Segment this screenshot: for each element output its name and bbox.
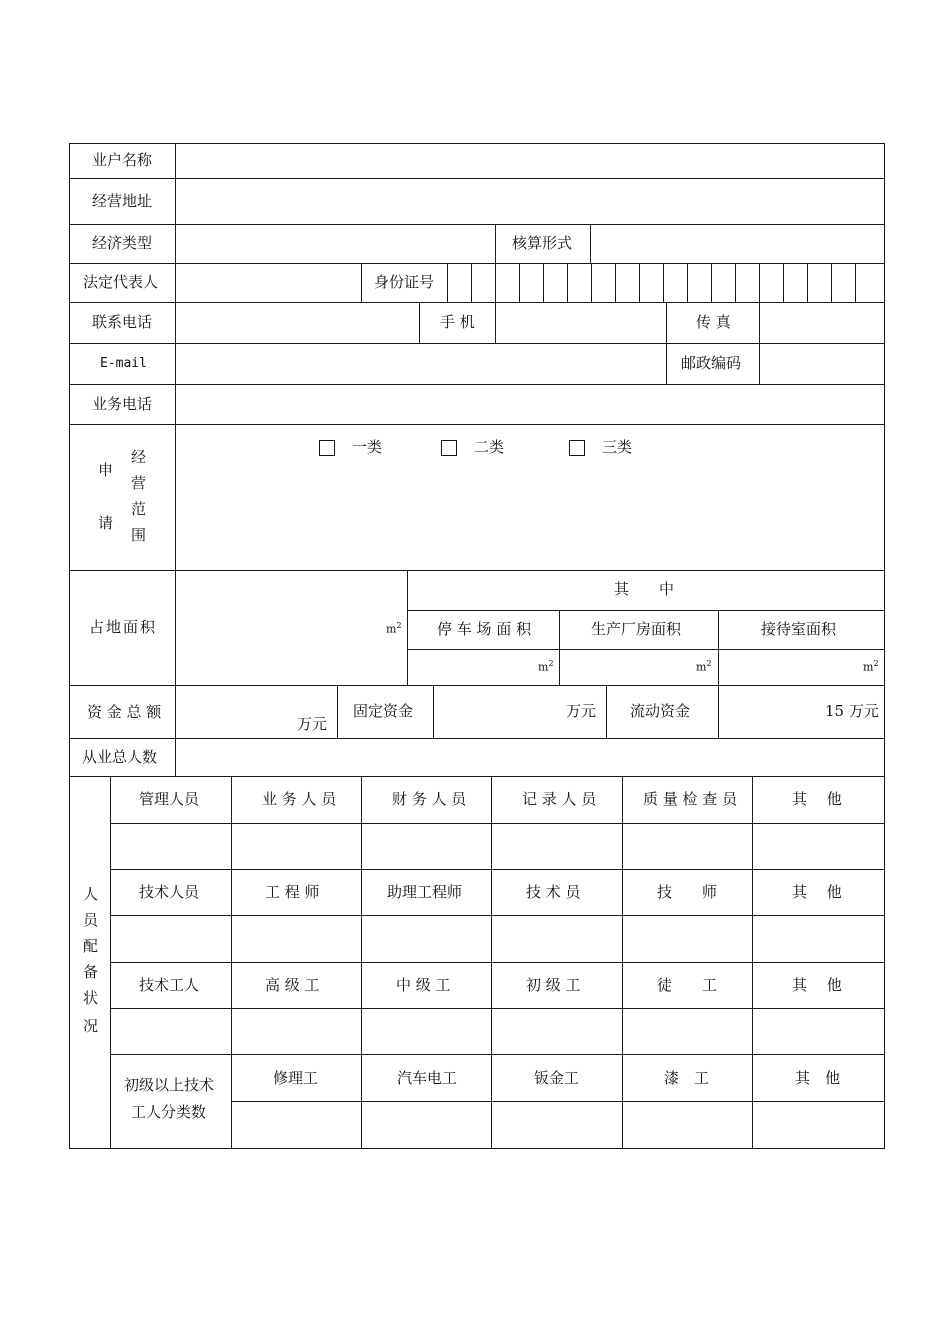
- address-field[interactable]: [175, 178, 885, 225]
- sheet-metal-worker-label: 钣金工: [534, 1069, 580, 1087]
- class-1-checkbox[interactable]: [319, 440, 335, 456]
- repairman-label: 修理工: [273, 1069, 319, 1087]
- staff-count-field[interactable]: [361, 915, 492, 963]
- phone-label: 联系电话: [92, 313, 153, 331]
- business-staff-label: 业 务 人 员: [262, 790, 337, 808]
- staff-count-field[interactable]: [361, 823, 492, 870]
- id-number-boxes[interactable]: [447, 263, 885, 303]
- name-label: 业户名称: [92, 151, 153, 169]
- id-digit-box[interactable]: [735, 263, 760, 303]
- phone-field[interactable]: [175, 302, 420, 344]
- email-field[interactable]: [175, 343, 667, 385]
- id-digit-box[interactable]: [615, 263, 640, 303]
- staff-count-field[interactable]: [622, 1008, 753, 1055]
- workshop-area-unit: $m^2$: [696, 659, 712, 674]
- id-digit-box[interactable]: [783, 263, 808, 303]
- staff-count-field[interactable]: [110, 1008, 232, 1055]
- area-total-field[interactable]: [175, 570, 408, 686]
- scope-char: 围: [131, 526, 147, 544]
- assistant-engineer-label: 助理工程师: [387, 883, 463, 901]
- staff-count-field[interactable]: [110, 823, 232, 870]
- worker-classification-label-line1: 初级以上技术: [124, 1076, 215, 1094]
- class-1-label: 一类: [352, 438, 383, 456]
- staff-count-field[interactable]: [622, 823, 753, 870]
- id-digit-box[interactable]: [591, 263, 616, 303]
- workshop-label: 生产厂房面积: [591, 620, 682, 638]
- reception-label: 接待室面积: [761, 620, 837, 638]
- staff-count-field[interactable]: [110, 915, 232, 963]
- mobile-label: 手 机: [440, 313, 475, 331]
- scope-char: 营: [131, 474, 147, 492]
- staff-count-field[interactable]: [622, 915, 753, 963]
- fax-label: 传 真: [696, 313, 731, 331]
- finance-staff-label: 财 务 人 员: [392, 790, 467, 808]
- staff-count-field[interactable]: [752, 823, 885, 870]
- staff-count-field[interactable]: [752, 915, 885, 963]
- intermediate-worker-label: 中 级 工: [396, 976, 451, 994]
- engineer-label: 工 程 师: [265, 883, 320, 901]
- id-digit-box[interactable]: [711, 263, 736, 303]
- senior-worker-label: 高 级 工: [265, 976, 320, 994]
- staffing-side-char: 况: [83, 1017, 99, 1035]
- staff-count-field[interactable]: [622, 1101, 753, 1149]
- accounting-label: 核算形式: [512, 234, 573, 252]
- address-label: 经营地址: [92, 192, 153, 210]
- funds-total-unit: 万元: [297, 715, 328, 733]
- id-digit-box[interactable]: [543, 263, 568, 303]
- funds-total-label: 资 金 总 额: [87, 703, 162, 721]
- parking-area-unit: $m^2$: [538, 659, 554, 674]
- class-2-label: 二类: [474, 438, 505, 456]
- junior-worker-label: 初 级 工: [526, 976, 581, 994]
- name-field[interactable]: [175, 143, 885, 179]
- management-staff-label: 管理人员: [139, 790, 200, 808]
- staff-total-field[interactable]: [175, 738, 885, 777]
- record-staff-label: 记 录 人 员: [522, 790, 597, 808]
- area-label: 占地面积: [89, 618, 158, 636]
- staff-count-field[interactable]: [752, 1101, 885, 1149]
- staffing-side-char: 备: [83, 963, 99, 981]
- auto-electrician-label: 汽车电工: [397, 1069, 458, 1087]
- staff-total-label: 从业总人数: [82, 748, 158, 766]
- other-classification-label: 其 他: [795, 1069, 841, 1087]
- technical-worker-label: 技术工人: [139, 976, 200, 994]
- among-header: 其 中: [614, 580, 675, 598]
- scope-char: 范: [131, 500, 147, 518]
- worker-classification-label-line2: 工人分类数: [131, 1103, 207, 1121]
- workshop-area-field[interactable]: [559, 649, 719, 686]
- parking-label: 停 车 场 面 积: [437, 620, 532, 638]
- staff-count-field[interactable]: [231, 1008, 362, 1055]
- legal-rep-field[interactable]: [175, 263, 362, 303]
- id-digit-box[interactable]: [519, 263, 544, 303]
- scope-char: 经: [131, 448, 147, 466]
- fixed-funds-label: 固定资金: [353, 702, 414, 720]
- id-digit-box[interactable]: [663, 263, 688, 303]
- staff-count-field[interactable]: [491, 1008, 623, 1055]
- master-technician-label: 技 师: [657, 883, 718, 901]
- reception-area-field[interactable]: [718, 649, 885, 686]
- liquid-funds-label: 流动资金: [630, 702, 691, 720]
- staff-count-field[interactable]: [491, 1101, 623, 1149]
- legal-rep-label: 法定代表人: [83, 273, 159, 291]
- econ-type-label: 经济类型: [92, 234, 153, 252]
- mobile-field[interactable]: [495, 302, 667, 344]
- worker-classification-label-cell: [110, 1054, 232, 1149]
- staff-count-field[interactable]: [752, 1008, 885, 1055]
- id-digit-box[interactable]: [807, 263, 832, 303]
- id-digit-box[interactable]: [855, 263, 885, 303]
- liquid-funds-value: 15 万元: [825, 702, 879, 720]
- id-digit-box[interactable]: [495, 263, 520, 303]
- fax-field[interactable]: [759, 302, 885, 344]
- technical-staff-label: 技术人员: [139, 883, 200, 901]
- staff-count-field[interactable]: [231, 1101, 362, 1149]
- id-digit-box[interactable]: [639, 263, 664, 303]
- reception-area-unit: $m^2$: [863, 659, 879, 674]
- id-digit-box[interactable]: [567, 263, 592, 303]
- class-3-checkbox[interactable]: [569, 440, 585, 456]
- staff-count-field[interactable]: [491, 915, 623, 963]
- other-staff-label: 其 他: [792, 790, 842, 808]
- staff-count-field[interactable]: [361, 1008, 492, 1055]
- business-phone-field[interactable]: [175, 384, 885, 425]
- apprentice-label: 徒 工: [657, 976, 718, 994]
- painter-label: 漆 工: [664, 1069, 710, 1087]
- staffing-side-char: 配: [83, 937, 99, 955]
- staff-count-field[interactable]: [231, 915, 362, 963]
- postcode-field[interactable]: [759, 343, 885, 385]
- class-3-label: 三类: [602, 438, 633, 456]
- email-label: E-mail: [100, 356, 147, 371]
- id-digit-box[interactable]: [447, 263, 472, 303]
- other-technical-label: 其 他: [792, 883, 842, 901]
- staff-count-field[interactable]: [491, 823, 623, 870]
- id-digit-box[interactable]: [471, 263, 496, 303]
- class-2-checkbox[interactable]: [441, 440, 457, 456]
- other-worker-label: 其 他: [792, 976, 842, 994]
- business-phone-label: 业务电话: [92, 395, 153, 413]
- id-digit-box[interactable]: [687, 263, 712, 303]
- staffing-side-char: 状: [83, 989, 99, 1007]
- apply-char: 请: [98, 514, 114, 532]
- scope-label-cell: [69, 424, 176, 571]
- id-no-label: 身份证号: [374, 273, 435, 291]
- staffing-side-char: 员: [83, 911, 99, 929]
- id-digit-box[interactable]: [831, 263, 856, 303]
- econ-type-field[interactable]: [175, 224, 496, 264]
- fixed-funds-unit: 万元: [566, 702, 597, 720]
- id-digit-box[interactable]: [759, 263, 784, 303]
- apply-char: 申: [98, 461, 114, 479]
- staffing-side-char: 人: [83, 885, 99, 903]
- technician-label: 技 术 员: [526, 883, 581, 901]
- scope-options-cell: [175, 424, 885, 571]
- accounting-field[interactable]: [590, 224, 885, 264]
- staff-count-field[interactable]: [361, 1101, 492, 1149]
- postcode-label: 邮政编码: [681, 354, 742, 372]
- area-total-unit: $m^2$: [386, 621, 402, 636]
- staff-count-field[interactable]: [231, 823, 362, 870]
- quality-inspector-label: 质 量 检 查 员: [643, 790, 738, 808]
